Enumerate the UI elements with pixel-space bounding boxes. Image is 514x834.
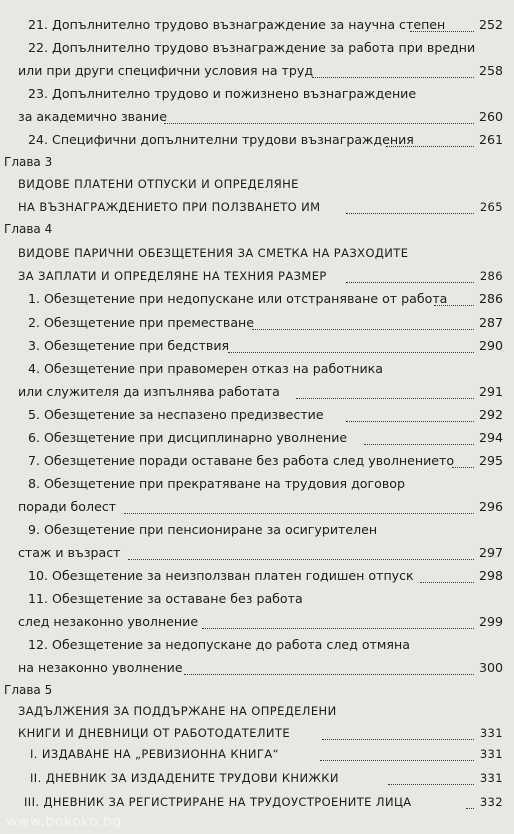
- toc-entry-1: [0, 288, 514, 310]
- page-number: 294: [478, 430, 503, 445]
- page-number: 295: [478, 453, 503, 468]
- leader-dots: [322, 739, 474, 740]
- chapter-title: ЗА ЗАПЛАТИ И ОПРЕДЕЛЯНЕ НА ТЕХНИЯ РАЗМЕР: [18, 269, 327, 283]
- leader-dots: [346, 421, 474, 422]
- page-number: 299: [478, 614, 503, 629]
- chapter-label: [0, 679, 514, 701]
- page-number: 261: [478, 132, 503, 147]
- page-number: 291: [478, 384, 503, 399]
- chapter-title: ВИДОВЕ ПЛАТЕНИ ОТПУСКИ И ОПРЕДЕЛЯНЕ: [18, 177, 299, 191]
- page-number: 286: [479, 269, 503, 283]
- toc-entry-text: за академично звание: [18, 109, 167, 124]
- toc-entry-11-line1: [0, 588, 514, 610]
- toc-entry-10: [0, 565, 514, 587]
- toc-entry-text: 9. Обезщетение при пенсиониране за осигурителен: [28, 522, 378, 537]
- toc-entry-text: 1. Обезщетение при недопускане или отстраняване от работа: [28, 291, 448, 306]
- chapter-title-line2: [0, 722, 514, 744]
- toc-entry-22-line1: [0, 37, 514, 59]
- chapter-title-line2: [0, 196, 514, 218]
- toc-entry-text: или служителя да изпълнява работата: [18, 384, 280, 399]
- toc-entry-23-line2: [0, 106, 514, 128]
- page-number: 331: [479, 726, 503, 740]
- page-number: 265: [479, 200, 503, 214]
- toc-entry-12-line1: [0, 634, 514, 656]
- toc-entry-2: [0, 312, 514, 334]
- chapter-title-line2: [0, 265, 514, 287]
- leader-dots: [452, 467, 474, 468]
- toc-entry-text: 23. Допълнително трудово и пожизнено възнаграждение: [28, 86, 417, 101]
- toc-section-2: [0, 767, 514, 789]
- chapter-label-text: Глава 4: [4, 222, 53, 236]
- leader-dots: [164, 123, 474, 124]
- leader-dots: [410, 31, 474, 32]
- leader-dots: [252, 329, 474, 330]
- page-number: 297: [478, 545, 503, 560]
- toc-entry-7: [0, 450, 514, 472]
- page-number: 298: [478, 568, 503, 583]
- leader-dots: [388, 784, 474, 785]
- chapter-label-text: Глава 3: [4, 155, 53, 169]
- leader-dots: [386, 146, 474, 147]
- toc-entry-22-line2: [0, 60, 514, 82]
- chapter-title: ЗАДЪЛЖЕНИЯ ЗА ПОДДЪРЖАНЕ НА ОПРЕДЕЛЕНИ: [18, 704, 337, 718]
- toc-entry-text: стаж и възраст: [18, 545, 121, 560]
- chapter-title: КНИГИ И ДНЕВНИЦИ ОТ РАБОТОДАТЕЛИТЕ: [18, 726, 291, 740]
- page-number: 296: [478, 499, 503, 514]
- toc-entry-5: [0, 404, 514, 426]
- leader-dots: [320, 760, 474, 761]
- chapter-title: НА ВЪЗНАГРАЖДЕНИЕТО ПРИ ПОЛЗВАНЕТО ИМ: [18, 200, 321, 214]
- chapter-title: ВИДОВЕ ПАРИЧНИ ОБЕЗЩЕТЕНИЯ ЗА СМЕТКА НА РАЗХОДИТЕ: [18, 246, 409, 260]
- section-title: III. ДНЕВНИК ЗА РЕГИСТРИРАНЕ НА ТРУДОУСТРОЕНИТЕ ЛИЦА: [24, 795, 412, 809]
- leader-dots: [420, 582, 474, 583]
- toc-entry-4-line1: [0, 358, 514, 380]
- leader-dots: [296, 398, 474, 399]
- leader-dots: [312, 77, 474, 78]
- toc-entry-text: 3. Обезщетение при бедствия: [28, 338, 230, 353]
- toc-entry-text: 22. Допълнително трудово възнаграждение за работа при вредни: [28, 40, 476, 55]
- leader-dots: [346, 213, 474, 214]
- toc-entry-text: 12. Обезщетение за недопускане до работа след отмяна: [28, 637, 410, 652]
- leader-dots: [346, 282, 474, 283]
- leader-dots: [228, 352, 474, 353]
- watermark: www.bokoko.bg: [6, 814, 122, 830]
- toc-entry-text: 10. Обезщетение за неизползван платен годишен отпуск: [28, 568, 414, 583]
- toc-entry-8-line1: [0, 473, 514, 495]
- toc-entry-text: 21. Допълнително трудово възнаграждение за научна степен: [28, 17, 446, 32]
- toc-entry-9-line2: [0, 542, 514, 564]
- toc-entry-text: 6. Обезщетение при дисциплинарно уволнение: [28, 430, 348, 445]
- section-title: I. ИЗДАВАНЕ НА „РЕВИЗИОННА КНИГА“: [30, 747, 279, 761]
- page-number: 292: [478, 407, 503, 422]
- toc-entry-8-line2: [0, 496, 514, 518]
- toc-section-3: [0, 791, 514, 813]
- toc-entry-text: 24. Специфични допълнителни трудови възнаграждения: [28, 132, 414, 147]
- chapter-title-line1: [0, 173, 514, 195]
- toc-entry-text: 8. Обезщетение при прекратяване на трудовия договор: [28, 476, 405, 491]
- page-number: 287: [478, 315, 503, 330]
- leader-dots: [184, 674, 474, 675]
- leader-dots: [434, 305, 474, 306]
- leader-dots: [128, 559, 474, 560]
- toc-entry-text: 11. Обезщетение за оставане без работа: [28, 591, 303, 606]
- chapter-label: [0, 151, 514, 173]
- page-number: 260: [478, 109, 503, 124]
- chapter-label: [0, 218, 514, 240]
- toc-entry-text: 7. Обезщетение поради оставане без работа след уволнението: [28, 453, 455, 468]
- leader-dots: [466, 808, 474, 809]
- toc-entry-text: или при други специфични условия на труд: [18, 63, 314, 78]
- page-number: 252: [478, 17, 503, 32]
- toc-entry-text: на незаконно уволнение: [18, 660, 183, 675]
- page-number: 286: [478, 291, 503, 306]
- page-number: 332: [479, 795, 503, 809]
- toc-entry-text: 2. Обезщетение при преместване: [28, 315, 255, 330]
- chapter-title-line1: [0, 700, 514, 722]
- chapter-title-line1: [0, 242, 514, 264]
- section-title: II. ДНЕВНИК ЗА ИЗДАДЕНИТЕ ТРУДОВИ КНИЖКИ: [30, 771, 339, 785]
- toc-entry-9-line1: [0, 519, 514, 541]
- toc-entry-3: [0, 335, 514, 357]
- toc-entry-text: 5. Обезщетение за неспазено предизвестие: [28, 407, 324, 422]
- toc-entry-4-line2: [0, 381, 514, 403]
- page-number: 258: [478, 63, 503, 78]
- page-number: 331: [479, 747, 503, 761]
- page-number: 331: [479, 771, 503, 785]
- leader-dots: [202, 628, 474, 629]
- toc-entry-11-line2: [0, 611, 514, 633]
- toc-entry-21: [0, 14, 514, 36]
- toc-entry-23-line1: [0, 83, 514, 105]
- toc-entry-text: поради болест: [18, 499, 117, 514]
- toc-entry-12-line2: [0, 657, 514, 679]
- toc-entry-6: [0, 427, 514, 449]
- page-number: 290: [478, 338, 503, 353]
- leader-dots: [124, 513, 474, 514]
- toc-entry-text: след незаконно уволнение: [18, 614, 199, 629]
- leader-dots: [364, 444, 474, 445]
- chapter-label-text: Глава 5: [4, 683, 53, 697]
- page-number: 300: [478, 660, 503, 675]
- toc-entry-text: 4. Обезщетение при правомерен отказ на работника: [28, 361, 384, 376]
- toc-section-1: [0, 743, 514, 765]
- toc-entry-24: [0, 129, 514, 151]
